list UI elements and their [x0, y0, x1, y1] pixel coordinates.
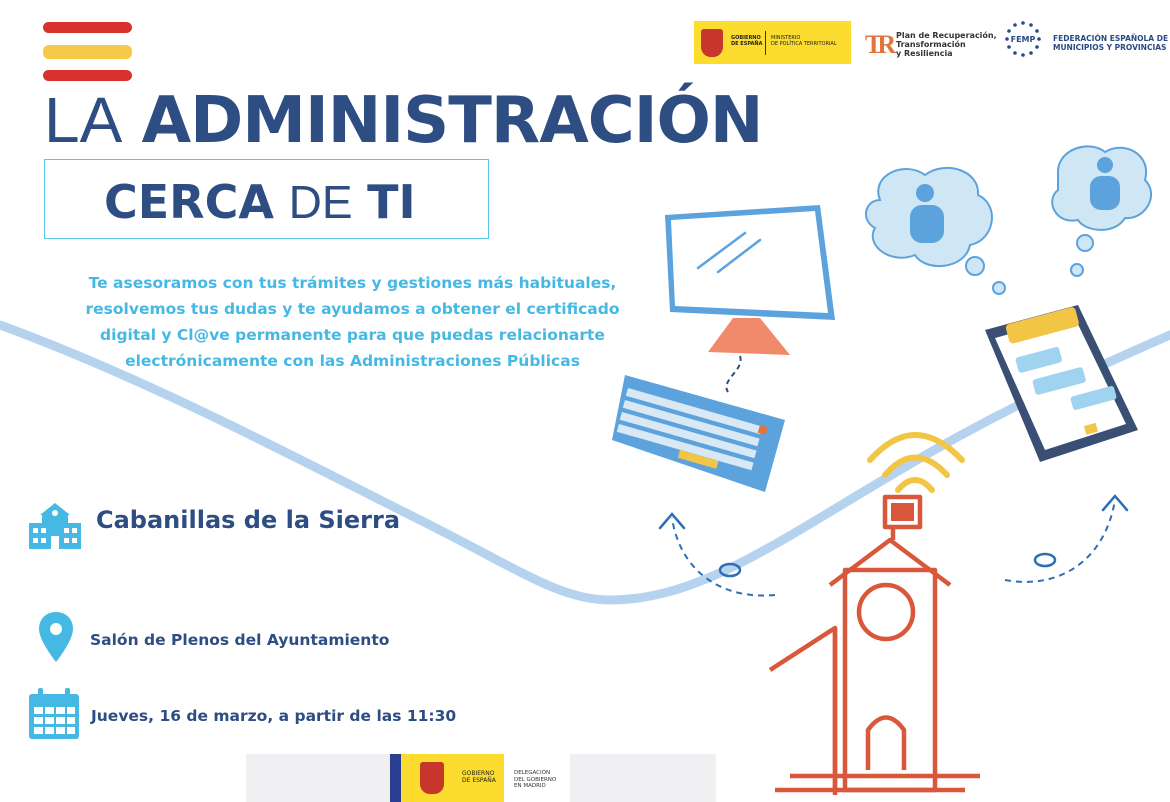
title-bold: ADMINISTRACIÓN — [141, 84, 763, 158]
flag-stripe-red-top — [43, 22, 132, 33]
delegacion-gobierno-logo — [390, 754, 570, 802]
tr-mark-icon: TR — [865, 30, 892, 59]
subtitle-word-3: TI — [367, 175, 416, 229]
gobierno-ministerio-logo — [694, 21, 851, 64]
intro-text: Te asesoramos con tus trámites y gestiones más habituales, resolvemos tus dudas y te ayudamos a obtener el certificado digital y Cl@ve permanente para que puedas relacionarte electrónicamente con las Administraciones Públicas — [85, 274, 620, 370]
femp-logo — [1004, 20, 1169, 62]
gobierno-text: GOBIERNO DE ESPAÑA — [731, 35, 763, 47]
wifi-icon — [870, 435, 962, 490]
femp-stars-icon — [1004, 20, 1042, 58]
town-name: Cabanillas de la Sierra — [96, 506, 401, 534]
town-hall-icon — [770, 497, 980, 795]
flag-stripe-red-bottom — [43, 70, 132, 81]
delegacion-text: DELEGACIÓN DEL GOBIERNO EN MADRID — [514, 770, 557, 789]
plan-text: Plan de Recuperación, Transformación y Resiliencia — [896, 31, 997, 58]
keyboard-icon — [612, 375, 785, 492]
subtitle-word-1: CERCA — [104, 175, 274, 229]
coat-of-arms-icon — [701, 29, 723, 57]
femp-name: FEDERACIÓN ESPAÑOLA DE MUNICIPIOS Y PROVINCIAS — [1053, 34, 1169, 52]
monitor-icon — [665, 205, 835, 392]
flag-stripe-yellow — [43, 45, 132, 59]
eu-flag-strip-icon — [390, 754, 401, 802]
building-icon — [28, 503, 82, 549]
event-date: Jueves, 16 de marzo, a partir de las 11:30 — [91, 707, 457, 725]
venue-name: Salón de Plenos del Ayuntamiento — [90, 631, 390, 649]
subtitle — [104, 176, 416, 228]
logo-divider — [765, 31, 766, 55]
illustration — [600, 130, 1170, 802]
tablet-icon — [985, 305, 1138, 462]
gobierno-footer-text: GOBIERNO DE ESPAÑA — [462, 770, 496, 784]
plan-recuperacion-logo — [865, 30, 995, 62]
location-pin-icon — [38, 612, 74, 662]
ministerio-text: MINISTERIO DE POLÍTICA TERRITORIAL — [771, 35, 837, 47]
title-thin: LA — [44, 84, 123, 156]
subtitle-word-2: DE — [288, 176, 353, 228]
coat-of-arms-icon — [420, 762, 444, 794]
calendar-icon — [28, 688, 80, 740]
femp-badge: FEMP — [1010, 35, 1036, 44]
